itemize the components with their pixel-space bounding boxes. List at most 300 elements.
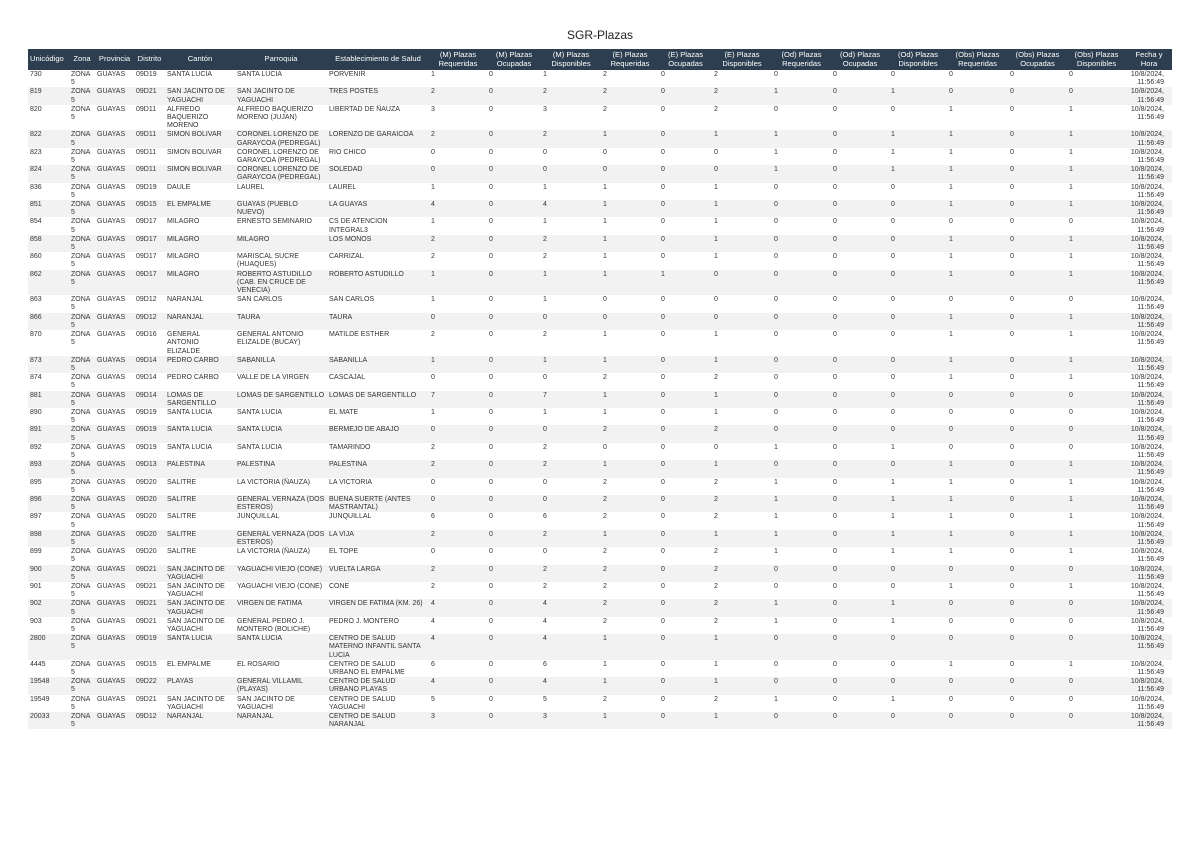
- table-cell: 0: [889, 356, 947, 373]
- table-cell: 1: [1067, 270, 1126, 296]
- table-cell: 0: [889, 677, 947, 694]
- table-cell: 1: [1069, 374, 1073, 382]
- table-cell: 0: [1069, 408, 1073, 416]
- table-cell: MILAGRO: [167, 253, 200, 261]
- table-cell: 1: [601, 712, 659, 729]
- table-cell: 1: [1069, 582, 1073, 590]
- table-cell: 2: [429, 460, 487, 477]
- table-cell: GUAYAS: [95, 634, 134, 660]
- table-cell: 1: [891, 617, 895, 625]
- table-cell: 0: [833, 617, 837, 625]
- table-cell: ZONA 5: [71, 296, 91, 312]
- table-cell: 0: [543, 148, 547, 156]
- table-cell: 0: [1069, 296, 1073, 304]
- table-cell: 0: [661, 296, 665, 304]
- table-cell: 1: [603, 218, 607, 226]
- table-cell: 0: [831, 634, 889, 660]
- table-row: [28, 70, 1172, 87]
- table-row: [28, 295, 1172, 312]
- table-cell: 09D19: [136, 183, 157, 191]
- table-cell: 893: [28, 460, 69, 477]
- table-cell: 0: [714, 148, 718, 156]
- table-cell: 1: [1069, 183, 1073, 191]
- table-cell: 1: [891, 478, 895, 486]
- table-cell: 0: [1008, 313, 1067, 330]
- table-cell: 0: [947, 712, 1008, 729]
- table-cell: ZONA 5: [69, 425, 95, 442]
- table-cell: 0: [1069, 617, 1073, 625]
- table-cell: 0: [774, 660, 778, 668]
- table-cell: 0: [1067, 565, 1126, 582]
- table-cell: 0: [661, 548, 665, 556]
- table-cell: 0: [661, 617, 665, 625]
- table-cell: GUAYAS: [97, 582, 126, 590]
- table-cell: 0: [831, 313, 889, 330]
- table-cell: 0: [831, 677, 889, 694]
- table-cell: 7: [541, 391, 601, 408]
- table-cell: 0: [889, 391, 947, 408]
- table-cell: ZONA 5: [71, 218, 91, 234]
- table-cell: 854: [30, 218, 42, 226]
- table-cell: 2: [431, 582, 435, 590]
- table-cell: ZONA 5: [71, 408, 91, 425]
- table-cell: 1: [774, 513, 778, 521]
- table-cell: 2: [714, 695, 718, 703]
- table-cell: 1: [431, 183, 435, 191]
- table-cell: 10/8/2024, 11:56:49: [1130, 374, 1164, 390]
- table-cell: 09D17: [136, 253, 157, 261]
- table-cell: 0: [1010, 183, 1014, 191]
- table-cell: 0: [603, 443, 607, 451]
- table-cell: 10/8/2024, 11:56:49: [1126, 313, 1172, 330]
- table-cell: 858: [28, 235, 69, 252]
- table-cell: 0: [489, 548, 493, 556]
- table-cell: 10/8/2024, 11:56:49: [1126, 165, 1172, 182]
- table-cell: 1: [1067, 165, 1126, 182]
- table-cell: 1: [603, 408, 607, 416]
- table-cell: 0: [659, 235, 712, 252]
- table-cell: 0: [487, 530, 541, 547]
- table-cell: 1: [712, 530, 772, 547]
- table-cell: ZONA 5: [69, 356, 95, 373]
- table-cell: SANTA LUCIA: [235, 425, 327, 442]
- table-cell: MILAGRO: [167, 218, 200, 226]
- table-cell: 0: [891, 105, 895, 113]
- table-cell: 09D19: [136, 408, 157, 416]
- table-cell: 0: [429, 165, 487, 182]
- table-cell: YAGUACHI VIEJO (CONE): [237, 582, 323, 590]
- table-cell: GENERAL VERNAZA (DOS ESTEROS): [235, 530, 327, 547]
- table-cell: 2: [543, 253, 547, 261]
- table-cell: 0: [603, 296, 607, 304]
- table-cell: 09D15: [136, 660, 157, 668]
- table-cell: 0: [891, 296, 895, 304]
- table-cell: 0: [1010, 148, 1014, 156]
- table-cell: 09D21: [134, 87, 165, 104]
- table-cell: 1: [712, 235, 772, 252]
- table-cell: PEDRO CARBO: [167, 374, 219, 382]
- table-cell: 0: [1008, 530, 1067, 547]
- table-cell: 1: [603, 660, 607, 668]
- table-cell: 903: [30, 617, 42, 625]
- table-cell: 1: [431, 408, 435, 416]
- table-row: [28, 130, 1172, 147]
- table-cell: 0: [489, 582, 493, 590]
- table-cell: 0: [889, 235, 947, 252]
- table-row: [28, 512, 1172, 529]
- table-cell: 10/8/2024, 11:56:49: [1130, 253, 1164, 269]
- table-cell: 10/8/2024, 11:56:49: [1126, 200, 1172, 217]
- table-cell: 2: [601, 495, 659, 512]
- table-cell: 1: [543, 296, 547, 304]
- table-cell: ZONA 5: [69, 313, 95, 330]
- table-cell: ZONA 5: [69, 530, 95, 547]
- table-row: [28, 330, 1172, 356]
- table-cell: 0: [601, 165, 659, 182]
- table-cell: 0: [1067, 634, 1126, 660]
- table-cell: SAN JACINTO DE YAGUACHI: [235, 87, 327, 104]
- table-cell: 0: [1008, 391, 1067, 408]
- table-cell: 2: [712, 599, 772, 616]
- table-cell: SANTA LUCIA: [237, 408, 282, 416]
- table-cell: 0: [659, 460, 712, 477]
- table-cell: 1: [1067, 130, 1126, 147]
- table-cell: 0: [487, 130, 541, 147]
- table-cell: 900: [28, 565, 69, 582]
- table-cell: 0: [1069, 443, 1073, 451]
- table-cell: 0: [431, 148, 435, 156]
- table-cell: 4: [541, 599, 601, 616]
- table-cell: 0: [772, 356, 831, 373]
- table-cell: 2800: [28, 634, 69, 660]
- table-cell: ZONA 5: [69, 165, 95, 182]
- table-cell: 0: [949, 218, 953, 226]
- table-cell: 0: [772, 565, 831, 582]
- table-cell: 0: [891, 582, 895, 590]
- table-cell: 1: [543, 218, 547, 226]
- table-cell: 0: [833, 374, 837, 382]
- table-row: [28, 712, 1172, 729]
- table-cell: 09D21: [136, 582, 157, 590]
- table-cell: 1: [601, 677, 659, 694]
- table-cell: PALESTINA: [165, 460, 235, 477]
- table-cell: 1: [949, 183, 953, 191]
- table-cell: ZONA 5: [71, 695, 91, 711]
- table-cell: 1: [714, 660, 718, 668]
- table-cell: 0: [1067, 677, 1126, 694]
- table-cell: ZONA 5: [71, 443, 91, 459]
- table-cell: 0: [891, 71, 895, 78]
- column-header: Provincia: [95, 49, 134, 70]
- table-cell: 0: [1008, 712, 1067, 729]
- table-cell: 0: [833, 105, 837, 113]
- table-cell: 0: [1067, 425, 1126, 442]
- table-cell: CENTRO DE SALUD URBANO PLAYAS: [327, 677, 429, 694]
- table-cell: 0: [712, 165, 772, 182]
- table-cell: 09D20: [134, 530, 165, 547]
- table-cell: 4: [543, 617, 547, 625]
- table-cell: 2: [714, 617, 718, 625]
- column-header: Cantón: [165, 49, 235, 70]
- table-cell: 0: [889, 460, 947, 477]
- table-cell: 0: [487, 495, 541, 512]
- table-cell: 0: [1067, 391, 1126, 408]
- table-row: [28, 165, 1172, 182]
- table-cell: SANTA LUCIA: [165, 634, 235, 660]
- table-cell: GUAYAS: [97, 148, 126, 156]
- table-cell: 0: [659, 313, 712, 330]
- table-cell: GUAYAS: [97, 183, 126, 191]
- table-cell: MILAGRO: [165, 235, 235, 252]
- header-row: [28, 49, 1172, 70]
- table-cell: 1: [947, 530, 1008, 547]
- table-cell: 0: [1010, 695, 1014, 703]
- table-cell: 1: [601, 356, 659, 373]
- table-row: [28, 443, 1172, 460]
- table-cell: SAN CARLOS: [237, 296, 283, 304]
- table-cell: 1: [601, 200, 659, 217]
- table-cell: 1: [1067, 200, 1126, 217]
- table-cell: 0: [1010, 408, 1014, 416]
- table-cell: 4: [429, 634, 487, 660]
- table-cell: 3: [541, 712, 601, 729]
- table-cell: 4: [541, 634, 601, 660]
- table-cell: 3: [543, 105, 547, 113]
- table-cell: 0: [489, 513, 493, 521]
- table-cell: 0: [831, 165, 889, 182]
- table-cell: 0: [487, 313, 541, 330]
- table-row: [28, 565, 1172, 582]
- table-cell: 1: [891, 443, 895, 451]
- table-cell: GUAYAS: [95, 270, 134, 296]
- table-cell: 09D15: [134, 200, 165, 217]
- table-cell: ZONA 5: [71, 374, 91, 390]
- table-cell: 1: [949, 478, 953, 486]
- table-cell: GENERAL VILLAMIL (PLAYAS): [235, 677, 327, 694]
- table-cell: 10/8/2024, 11:56:49: [1130, 105, 1164, 122]
- table-cell: GUAYAS (PUEBLO NUEVO): [235, 200, 327, 217]
- table-cell: 0: [429, 425, 487, 442]
- table-cell: 862: [28, 270, 69, 296]
- table-cell: 4445: [30, 660, 46, 668]
- table-cell: 1: [949, 148, 953, 156]
- table-cell: 901: [30, 582, 42, 590]
- table-cell: 0: [661, 443, 665, 451]
- table-cell: 09D20: [134, 495, 165, 512]
- table-cell: GUAYAS: [95, 565, 134, 582]
- table-cell: 09D21: [134, 565, 165, 582]
- table-cell: ZONA 5: [69, 391, 95, 408]
- table-cell: 0: [601, 313, 659, 330]
- table-cell: ZONA 5: [69, 87, 95, 104]
- table-cell: LA VIJA: [327, 530, 429, 547]
- table-cell: 0: [947, 87, 1008, 104]
- table-cell: 0: [772, 460, 831, 477]
- table-cell: ZONA 5: [69, 599, 95, 616]
- table-row: [28, 617, 1172, 634]
- table-cell: SANTA LUCIA: [237, 71, 282, 78]
- table-cell: MILAGRO: [235, 235, 327, 252]
- table-cell: 1: [949, 331, 953, 339]
- table-cell: 1: [947, 460, 1008, 477]
- table-cell: 0: [833, 513, 837, 521]
- table-cell: JUNQUILLAL: [329, 513, 372, 521]
- table-cell: 2: [429, 87, 487, 104]
- table-row: [28, 87, 1172, 104]
- table-cell: LA VICTORIA (ÑAUZA): [237, 548, 310, 556]
- table-cell: 0: [891, 331, 895, 339]
- table-cell: BUENA SUERTE (ANTES MASTRANTAL): [327, 495, 429, 512]
- table-cell: 10/8/2024, 11:56:49: [1126, 530, 1172, 547]
- table-cell: 0: [659, 391, 712, 408]
- table-cell: 0: [891, 374, 895, 382]
- table-cell: 2: [541, 130, 601, 147]
- table-cell: 0: [1008, 165, 1067, 182]
- table-cell: GUAYAS: [95, 235, 134, 252]
- table-row: [28, 660, 1172, 677]
- table-cell: 09D20: [136, 548, 157, 556]
- table-cell: 1: [712, 677, 772, 694]
- table-row: [28, 200, 1172, 217]
- table-row: [28, 425, 1172, 442]
- column-header: (M) Plazas Requeridas: [429, 49, 487, 70]
- table-cell: 0: [833, 331, 837, 339]
- table-cell: 0: [833, 71, 837, 78]
- table-cell: 0: [774, 374, 778, 382]
- table-cell: ZONA 5: [71, 582, 91, 599]
- table-cell: SALITRE: [165, 530, 235, 547]
- table-cell: 1: [1069, 105, 1073, 113]
- table-cell: 0: [831, 565, 889, 582]
- table-cell: 1: [543, 71, 547, 78]
- table-cell: 0: [772, 677, 831, 694]
- table-cell: 0: [891, 218, 895, 226]
- table-row: [28, 373, 1172, 390]
- table-cell: 0: [889, 313, 947, 330]
- table-cell: 4: [541, 200, 601, 217]
- table-cell: SABANILLA: [327, 356, 429, 373]
- table-cell: 0: [1008, 356, 1067, 373]
- table-cell: ZONA 5: [69, 677, 95, 694]
- table-cell: ZONA 5: [69, 130, 95, 147]
- table-cell: 10/8/2024, 11:56:49: [1126, 270, 1172, 296]
- table-cell: 0: [487, 425, 541, 442]
- table-row: [28, 408, 1172, 425]
- table-cell: 0: [833, 548, 837, 556]
- table-cell: 2: [712, 565, 772, 582]
- table-cell: 0: [833, 183, 837, 191]
- table-cell: 0: [714, 443, 718, 451]
- table-cell: YAGUACHI VIEJO (CONE): [235, 565, 327, 582]
- table-cell: SANTA LUCIA: [235, 634, 327, 660]
- table-cell: 09D16: [136, 331, 157, 339]
- table-cell: 0: [774, 296, 778, 304]
- table-cell: 10/8/2024, 11:56:49: [1130, 183, 1164, 199]
- table-row: [28, 478, 1172, 495]
- table-cell: 7: [429, 391, 487, 408]
- table-cell: 6: [543, 660, 547, 668]
- table-cell: 0: [661, 331, 665, 339]
- table-cell: 2: [603, 582, 607, 590]
- table-cell: GENERAL VERNAZA (DOS ESTEROS): [235, 495, 327, 512]
- page-title: SGR-Plazas: [566, 28, 634, 42]
- table-cell: 0: [487, 634, 541, 660]
- table-cell: ZONA 5: [71, 183, 91, 199]
- table-cell: 0: [661, 408, 665, 416]
- table-cell: 1: [889, 530, 947, 547]
- table-cell: 0: [831, 460, 889, 477]
- table-cell: 1: [947, 495, 1008, 512]
- table-cell: 863: [30, 296, 42, 304]
- table-cell: GUAYAS: [97, 408, 126, 416]
- table-cell: 0: [487, 270, 541, 296]
- table-cell: 873: [28, 356, 69, 373]
- table-cell: GUAYAS: [97, 695, 126, 703]
- table-cell: 0: [1010, 105, 1014, 113]
- table-cell: SANTA LUCIA: [237, 443, 282, 451]
- table-cell: 1: [947, 235, 1008, 252]
- table-cell: LAUREL: [329, 183, 357, 191]
- table-cell: 0: [659, 130, 712, 147]
- table-cell: 09D14: [134, 391, 165, 408]
- table-cell: 1: [714, 408, 718, 416]
- table-cell: 10/8/2024, 11:56:49: [1130, 548, 1164, 564]
- table-cell: ZONA 5: [69, 634, 95, 660]
- table-cell: 0: [833, 148, 837, 156]
- table-cell: 1: [772, 165, 831, 182]
- table-cell: 1: [1067, 460, 1126, 477]
- table-cell: 0: [489, 331, 493, 339]
- table-cell: 1: [1067, 235, 1126, 252]
- table-cell: 874: [30, 374, 42, 382]
- table-cell: 5: [543, 695, 547, 703]
- table-cell: 2: [714, 548, 718, 556]
- table-cell: 2: [543, 331, 547, 339]
- table-cell: 1: [949, 253, 953, 261]
- table-cell: 09D12: [134, 712, 165, 729]
- table-cell: 1: [1067, 530, 1126, 547]
- table-cell: 1: [774, 695, 778, 703]
- table-cell: SAN JACINTO DE YAGUACHI: [165, 565, 235, 582]
- table-cell: 0: [543, 548, 547, 556]
- table-cell: 0: [1067, 712, 1126, 729]
- table-cell: 0: [947, 677, 1008, 694]
- table-cell: 09D19: [134, 425, 165, 442]
- table-cell: 1: [1069, 253, 1073, 261]
- table-cell: 0: [833, 660, 837, 668]
- table-cell: 10/8/2024, 11:56:49: [1126, 425, 1172, 442]
- table-cell: 0: [659, 356, 712, 373]
- table-header: [28, 49, 1172, 70]
- table-row: [28, 599, 1172, 616]
- table-cell: 1: [714, 253, 718, 261]
- table-cell: 4: [429, 599, 487, 616]
- table-cell: 1: [774, 148, 778, 156]
- table-row: [28, 530, 1172, 547]
- table-cell: 0: [1010, 513, 1014, 521]
- table-cell: 2: [541, 460, 601, 477]
- column-header: (Od) Plazas Disponibles: [889, 49, 947, 70]
- table-cell: CS DE ATENCION INTEGRAL3: [329, 218, 388, 234]
- table-cell: LIBERTAD DE ÑAUZA: [329, 105, 400, 113]
- table-cell: VIRGEN DE FATIMA (KM. 26): [327, 599, 429, 616]
- table-cell: 1: [949, 660, 953, 668]
- table-cell: 1: [712, 460, 772, 477]
- table-cell: 2: [603, 513, 607, 521]
- table-cell: 4: [431, 617, 435, 625]
- table-cell: 5: [431, 695, 435, 703]
- table-cell: 0: [712, 313, 772, 330]
